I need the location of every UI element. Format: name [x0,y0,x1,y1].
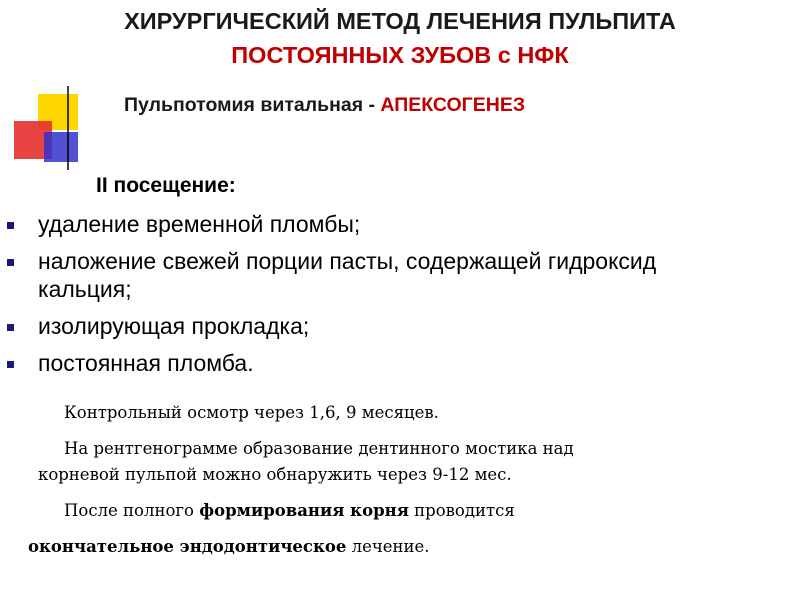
bullet-text: удаление временной пломбы; [38,211,361,237]
final-note-bold: формирования корня [199,501,409,520]
visit-heading: II посещение: [96,174,236,197]
xray-note-line-2: корневой пульпой можно обнаружить через 9-12 мес. [38,465,512,484]
final-note-bold: окончательное эндодонтическое [28,537,347,556]
title-line-2: ПОСТОЯННЫХ ЗУБОВ с НФК [231,42,569,68]
slide-subtitle [124,94,525,117]
list-item [0,210,700,238]
list-item [0,312,700,340]
subtitle-accent: АПЕКСОГЕНЕЗ [380,94,526,116]
final-note-part: проводится [408,501,515,520]
xray-note [38,436,574,488]
bullet-square-icon [7,259,14,266]
control-note: Контрольный осмотр через 1,6, 9 месяцев. [64,403,439,422]
title-line-1: ХИРУРГИЧЕСКИЙ МЕТОД ЛЕЧЕНИЯ ПУЛЬПИТА [124,8,676,34]
final-note-line-2 [28,534,430,560]
final-note-part: После полного [64,501,200,520]
bullet-square-icon [7,324,14,331]
subtitle-prefix: Пульпотомия витальная - [124,94,381,116]
bullet-text: наложение свежей порции пасты, содержащей гидроксид кальция; [38,248,657,302]
blue-square [44,132,78,162]
bullet-text: изолирующая прокладка; [38,313,310,339]
xray-note-line-1: На рентгенограмме образование дентинного мостика над [64,439,574,458]
decorative-squares [0,0,800,170]
bullet-square-icon [7,361,14,368]
list-item [0,349,700,377]
bullet-square-icon [7,222,14,229]
final-note-part: лечение. [346,537,430,556]
bullet-text: постоянная пломба. [38,350,254,376]
list-item [0,247,700,303]
final-note-line-1 [64,498,515,524]
bullet-list [0,210,700,386]
